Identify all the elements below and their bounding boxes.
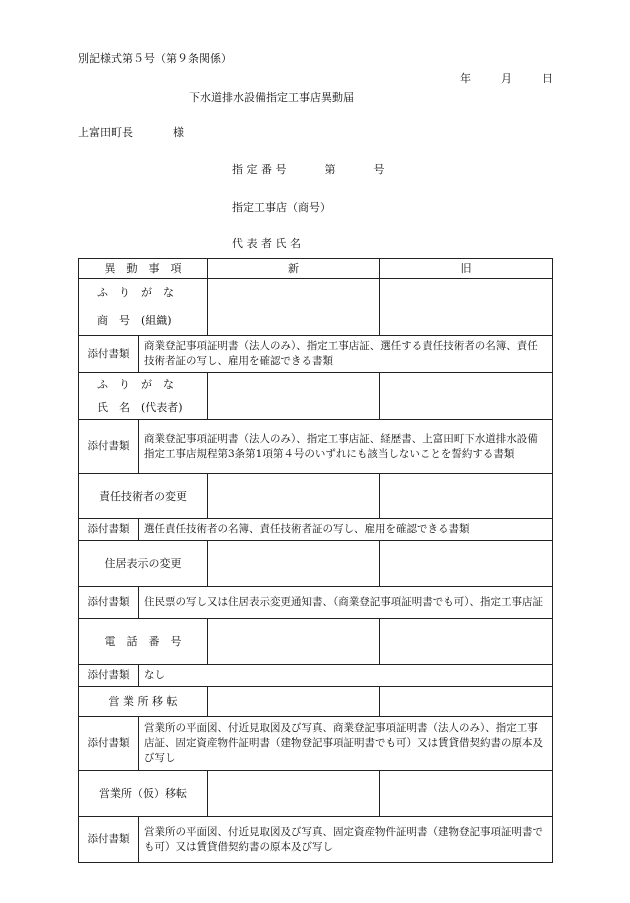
trade-old-cell[interactable] [380,279,553,336]
attach-label: 添付書類 [79,336,139,373]
engineer-old-cell[interactable] [380,474,553,519]
table-row [79,336,553,373]
table-row [79,373,553,420]
attach-label: 添付書類 [79,817,139,863]
name-old-cell[interactable] [380,373,553,420]
name-attach-text: 商業登記事項証明書（法人のみ）、指定工事店証、経歴書、上富田町下水道排水設備指定工事店規程第3条第1項第４号のいずれにも該当しないことを誓約する書類 [139,420,553,474]
representative-label: 代 表 者 氏 名 [232,237,301,250]
table-row [79,279,553,336]
engineer-attach-text: 選任責任技術者の名簿、責任技術者証の写し、雇用を確認できる書類 [139,519,553,541]
date-day-label: 日 [542,72,553,85]
designation-number-label: 指 定 番 号 [232,163,287,176]
engineer-change-label: 責任技術者の変更 [79,474,208,519]
residence-new-cell[interactable] [208,541,380,587]
temp-office-move-label: 営業所（仮）移転 [79,771,208,817]
trade-name-label [79,279,208,336]
col-item-header: 異 動 事 項 [79,259,208,279]
temp-office-old-cell[interactable] [380,771,553,817]
phone-new-cell[interactable] [208,619,380,665]
phone-old-cell[interactable] [380,619,553,665]
phone-attach-text: なし [139,665,553,687]
table-row [79,771,553,817]
table-row [79,817,553,863]
attach-label: 添付書類 [79,420,139,474]
attach-label: 添付書類 [79,519,139,541]
document-title: 下水道排水設備指定工事店異動届 [189,91,354,104]
honorific: 様 [173,126,184,139]
table-row [79,519,553,541]
engineer-new-cell[interactable] [208,474,380,519]
designation-number-go: 号 [373,163,385,176]
temp-office-new-cell[interactable] [208,771,380,817]
office-new-cell[interactable] [208,687,380,717]
attach-label: 添付書類 [79,587,139,619]
residence-attach-text: 住民票の写し又は住居表示変更通知書、（商業登記事項証明書でも可）、指定工事店証 [139,587,553,619]
trade-furigana: ふ り が な [97,286,174,299]
attach-label: 添付書類 [79,717,139,771]
name-label [79,373,208,420]
addressee-name: 上富田町長 [78,126,133,139]
date-year-label: 年 [460,72,471,85]
residence-old-cell[interactable] [380,541,553,587]
table-row [79,619,553,665]
date-line [460,70,553,86]
table-row [79,474,553,519]
designation-number-row [232,161,385,177]
name-new-cell[interactable] [208,373,380,420]
office-old-cell[interactable] [380,687,553,717]
office-move-label: 営 業 所 移 転 [79,687,208,717]
change-items-table [78,258,553,863]
phone-number-label: 電 話 番 号 [79,619,208,665]
table-row [79,541,553,587]
name-furigana: ふ り が な [97,378,174,391]
table-row [79,587,553,619]
col-old-header: 旧 [380,259,553,279]
addressee [78,124,184,140]
residence-change-label: 住居表示の変更 [79,541,208,587]
designation-number-dai: 第 [324,163,336,176]
shop-name-label: 指定工事店（商号） [232,201,331,214]
name-representative: 氏 名 (代表者) [97,401,183,414]
table-row [79,665,553,687]
table-row [79,717,553,771]
office-attach-text: 営業所の平面図、付近見取図及び写真、商業登記事項証明書（法人のみ）、指定工事店証、固定資産物件証明書（建物登記事項証明書でも可）又は賃貸借契約書の原本及び写し [139,717,553,771]
col-new-header: 新 [208,259,380,279]
form-reference: 別記様式第５号（第９条関係） [78,52,232,65]
trade-name: 商 号 (組織) [97,314,172,327]
table-row [79,420,553,474]
attach-label: 添付書類 [79,665,139,687]
trade-new-cell[interactable] [208,279,380,336]
trade-attach-text: 商業登記事項証明書（法人のみ）、指定工事店証、選任する責任技術者の名簿、責任技術者証の写し、雇用を確認できる書類 [139,336,553,373]
date-month-label: 月 [501,72,512,85]
table-header-row [79,259,553,279]
table-row [79,687,553,717]
temp-office-attach-text: 営業所の平面図、付近見取図及び写真、固定資産物件証明書（建物登記事項証明書でも可）又は賃貸借契約書の原本及び写し [139,817,553,863]
